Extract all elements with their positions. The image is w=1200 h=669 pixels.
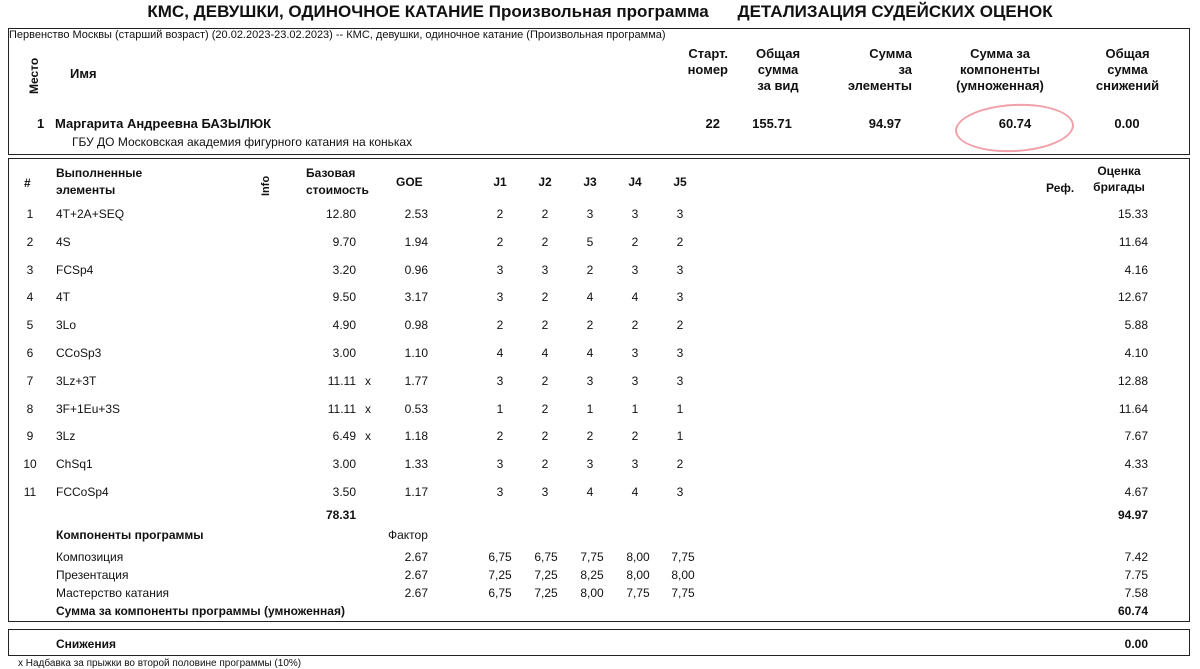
- h-ref: Реф.: [1046, 181, 1075, 195]
- score-total: 94.97: [1117, 508, 1148, 522]
- element-score: 11.64: [1118, 401, 1148, 416]
- element-goe: 1.77: [404, 373, 428, 388]
- element-goe: 0.96: [404, 262, 428, 277]
- element-judge-4: 3: [631, 373, 639, 388]
- skater-name: Маргарита Андреевна БАЗЫЛЮК: [55, 116, 272, 131]
- element-base-value: 3.00: [332, 457, 356, 472]
- element-score: 4.16: [1124, 262, 1148, 277]
- component-judge-5: 7,75: [671, 586, 695, 600]
- element-judge-1: 3: [496, 457, 504, 472]
- h-j5: J5: [673, 175, 687, 189]
- component-judge-2: 7,25: [534, 586, 558, 600]
- element-number: 5: [26, 318, 34, 333]
- element-bonus-mark: x: [365, 401, 371, 416]
- element-judge-3: 4: [586, 290, 594, 305]
- components-total-label: Сумма за компоненты программы (умноженная): [56, 604, 345, 618]
- component-factor: 2.67: [404, 568, 428, 582]
- element-judge-4: 3: [631, 346, 639, 360]
- element-judge-3: 2: [586, 262, 594, 277]
- element-judge-5: 2: [676, 318, 684, 333]
- footnote: х Надбавка за прыжки во второй половине программы (10%): [18, 658, 302, 669]
- col-start-header: Старт. номер: [687, 46, 728, 77]
- element-judge-1: 2: [496, 318, 504, 333]
- element-judge-2: 2: [541, 234, 549, 249]
- element-score: 7.67: [1124, 429, 1148, 444]
- element-judge-1: 3: [496, 373, 504, 388]
- element-judge-2: 3: [541, 262, 549, 277]
- element-goe: 0.98: [404, 318, 428, 333]
- element-judge-5: 1: [676, 401, 684, 416]
- h-num: #: [24, 176, 31, 190]
- components-heading: Компоненты программы: [56, 528, 204, 542]
- element-code: 3Lo: [56, 318, 77, 333]
- component-judge-1: 7,25: [488, 568, 512, 582]
- h-base-value: Базовая стоимость: [306, 166, 369, 197]
- element-score: 5.88: [1124, 318, 1148, 333]
- element-score: 12.88: [1117, 373, 1148, 388]
- element-judge-3: 4: [586, 485, 594, 499]
- element-judge-4: 4: [631, 290, 639, 305]
- element-score: 15.33: [1117, 207, 1148, 221]
- element-judge-4: 2: [631, 429, 639, 444]
- element-score: 4.67: [1124, 485, 1148, 499]
- element-judge-4: 4: [631, 485, 639, 499]
- element-code: 4T: [56, 290, 71, 305]
- element-goe: 1.94: [404, 234, 428, 249]
- skater-total: 155.71: [752, 116, 792, 131]
- element-judge-4: 3: [631, 262, 639, 277]
- element-judge-1: 2: [496, 234, 504, 249]
- element-goe: 1.33: [404, 457, 428, 472]
- element-number: 4: [26, 290, 34, 305]
- element-judge-3: 5: [586, 234, 594, 249]
- element-judge-5: 3: [676, 207, 684, 221]
- element-judge-1: 3: [496, 485, 504, 499]
- component-judge-1: 6,75: [488, 550, 512, 564]
- event-line: Первенство Москвы (старший возраст) (20.02.2023-23.02.2023) -- КМС, девушки, одиночное катание (Произвольная программа): [9, 29, 666, 41]
- component-name: Мастерство катания: [56, 586, 170, 600]
- element-score: 4.10: [1124, 346, 1148, 360]
- element-base-value: 3.20: [332, 262, 356, 277]
- component-judge-3: 8,25: [580, 568, 604, 582]
- h-j3: J3: [583, 175, 597, 189]
- element-judge-3: 4: [586, 346, 594, 360]
- component-judge-4: 7,75: [626, 586, 650, 600]
- h-j4: J4: [628, 175, 642, 189]
- element-code: 4S: [56, 234, 71, 249]
- skater-place: 1: [37, 116, 45, 131]
- component-judge-4: 8,00: [626, 568, 650, 582]
- element-base-value: 12.80: [325, 207, 356, 221]
- base-total: 78.31: [325, 508, 356, 522]
- element-code: CCoSp3: [56, 346, 102, 360]
- skater-deductions: 0.00: [1114, 116, 1140, 131]
- deductions-label: Снижения: [56, 637, 116, 651]
- element-number: 6: [26, 346, 34, 360]
- component-name: Композиция: [56, 550, 124, 564]
- element-number: 2: [26, 234, 34, 249]
- component-name: Презентация: [56, 568, 129, 582]
- element-judge-3: 3: [586, 373, 594, 388]
- element-judge-4: 3: [631, 207, 639, 221]
- element-judge-5: 3: [676, 373, 684, 388]
- element-judge-3: 2: [586, 318, 594, 333]
- element-goe: 1.17: [404, 485, 428, 499]
- h-j1: J1: [493, 175, 507, 189]
- element-goe: 3.17: [404, 290, 428, 305]
- component-score: 7.42: [1124, 550, 1148, 564]
- element-bonus-mark: x: [365, 429, 371, 444]
- element-judge-4: 2: [631, 318, 639, 333]
- element-judge-5: 2: [676, 457, 684, 472]
- element-number: 3: [26, 262, 34, 277]
- factor-label: Фактор: [388, 528, 428, 542]
- element-goe: 2.53: [404, 207, 428, 221]
- element-judge-1: 1: [496, 401, 504, 416]
- skater-elements-score: 94.97: [868, 116, 902, 131]
- element-number: 8: [26, 401, 34, 416]
- component-judge-4: 8,00: [626, 550, 650, 564]
- element-judge-5: 3: [676, 290, 684, 305]
- element-judge-2: 2: [541, 429, 549, 444]
- element-code: 3Lz+3T: [56, 373, 97, 388]
- element-code: 4T+2A+SEQ: [56, 207, 125, 221]
- h-info: Info: [260, 175, 272, 196]
- element-judge-4: 1: [631, 401, 639, 416]
- component-judge-5: 8,00: [671, 568, 695, 582]
- element-judge-1: 2: [496, 429, 504, 444]
- components-total: 60.74: [1117, 604, 1148, 618]
- skater-components-score: 60.74: [998, 116, 1032, 131]
- element-score: 12.67: [1117, 290, 1148, 305]
- element-score: 4.33: [1124, 457, 1148, 472]
- element-base-value: 11.11: [327, 373, 356, 388]
- element-number: 10: [23, 457, 37, 472]
- col-total-header: Общая сумма за вид: [755, 46, 801, 93]
- element-code: ChSq1: [56, 457, 93, 472]
- element-judge-2: 2: [541, 401, 549, 416]
- element-judge-2: 2: [541, 373, 549, 388]
- element-number: 7: [26, 373, 34, 388]
- element-code: FCSp4: [56, 262, 94, 277]
- element-goe: 1.10: [404, 346, 428, 360]
- component-score: 7.75: [1124, 568, 1148, 582]
- skater-start-no: 22: [705, 116, 720, 131]
- component-factor: 2.67: [404, 586, 428, 600]
- element-base-value: 4.90: [332, 318, 356, 333]
- h-j2: J2: [538, 175, 552, 189]
- title-right: ДЕТАЛИЗАЦИЯ СУДЕЙСКИХ ОЦЕНОК: [737, 2, 1053, 21]
- element-judge-3: 3: [586, 457, 594, 472]
- col-elements-header: Сумма за элементы: [847, 46, 912, 93]
- element-number: 1: [26, 207, 34, 221]
- element-base-value: 11.11: [327, 401, 356, 416]
- title-left: КМС, ДЕВУШКИ, ОДИНОЧНОЕ КАТАНИЕ Произвольная программа: [147, 2, 709, 21]
- deductions-box: [8, 629, 1190, 656]
- element-judge-2: 2: [541, 457, 549, 472]
- element-goe: 0.53: [404, 401, 428, 416]
- element-judge-1: 3: [496, 262, 504, 277]
- element-judge-2: 2: [541, 207, 549, 221]
- element-judge-3: 3: [586, 207, 594, 221]
- element-score: 11.64: [1118, 234, 1148, 249]
- element-judge-5: 3: [676, 485, 684, 499]
- element-code: 3Lz: [56, 429, 76, 444]
- component-factor: 2.67: [404, 550, 428, 564]
- deductions-value: 0.00: [1124, 637, 1148, 651]
- element-judge-4: 2: [631, 234, 639, 249]
- element-judge-2: 2: [541, 290, 549, 305]
- col-deductions-header: Общая сумма снижений: [1095, 46, 1160, 93]
- element-judge-3: 2: [586, 429, 594, 444]
- element-code: FCCoSp4: [56, 485, 109, 499]
- element-judge-2: 3: [541, 485, 549, 499]
- element-judge-2: 2: [541, 318, 549, 333]
- component-judge-5: 7,75: [671, 550, 695, 564]
- element-judge-1: 3: [496, 290, 504, 305]
- h-elements: Выполненные элементы: [56, 166, 143, 197]
- component-judge-2: 7,25: [534, 568, 558, 582]
- component-judge-1: 6,75: [488, 586, 512, 600]
- element-judge-2: 4: [541, 346, 549, 360]
- page-title: [0, 2, 1200, 22]
- element-base-value: 9.70: [332, 234, 356, 249]
- h-goe: GOE: [396, 175, 423, 189]
- element-judge-1: 2: [496, 207, 504, 221]
- h-score: Оценка бригады: [1093, 164, 1145, 194]
- element-judge-1: 4: [496, 346, 504, 360]
- element-judge-5: 1: [676, 429, 684, 444]
- element-bonus-mark: x: [365, 373, 371, 388]
- component-judge-2: 6,75: [534, 550, 558, 564]
- element-judge-5: 2: [676, 234, 684, 249]
- element-base-value: 3.50: [332, 485, 356, 499]
- component-judge-3: 8,00: [580, 586, 604, 600]
- element-base-value: 3.00: [332, 346, 356, 360]
- element-code: 3F+1Eu+3S: [56, 401, 121, 416]
- element-judge-3: 1: [586, 401, 594, 416]
- skater-club: ГБУ ДО Московская академия фигурного катания на коньках: [72, 135, 413, 149]
- element-goe: 1.18: [404, 429, 428, 444]
- element-judge-5: 3: [676, 262, 684, 277]
- element-number: 11: [23, 485, 37, 499]
- col-components-header: Сумма за компоненты (умноженная): [956, 46, 1044, 93]
- component-score: 7.58: [1124, 586, 1148, 600]
- element-base-value: 6.49: [332, 429, 356, 444]
- col-place-header: Место: [27, 57, 41, 94]
- element-judge-4: 3: [631, 457, 639, 472]
- component-judge-3: 7,75: [580, 550, 604, 564]
- element-number: 9: [26, 429, 34, 444]
- element-judge-5: 3: [676, 346, 684, 360]
- col-name-header: Имя: [70, 66, 97, 81]
- element-base-value: 9.50: [332, 290, 356, 305]
